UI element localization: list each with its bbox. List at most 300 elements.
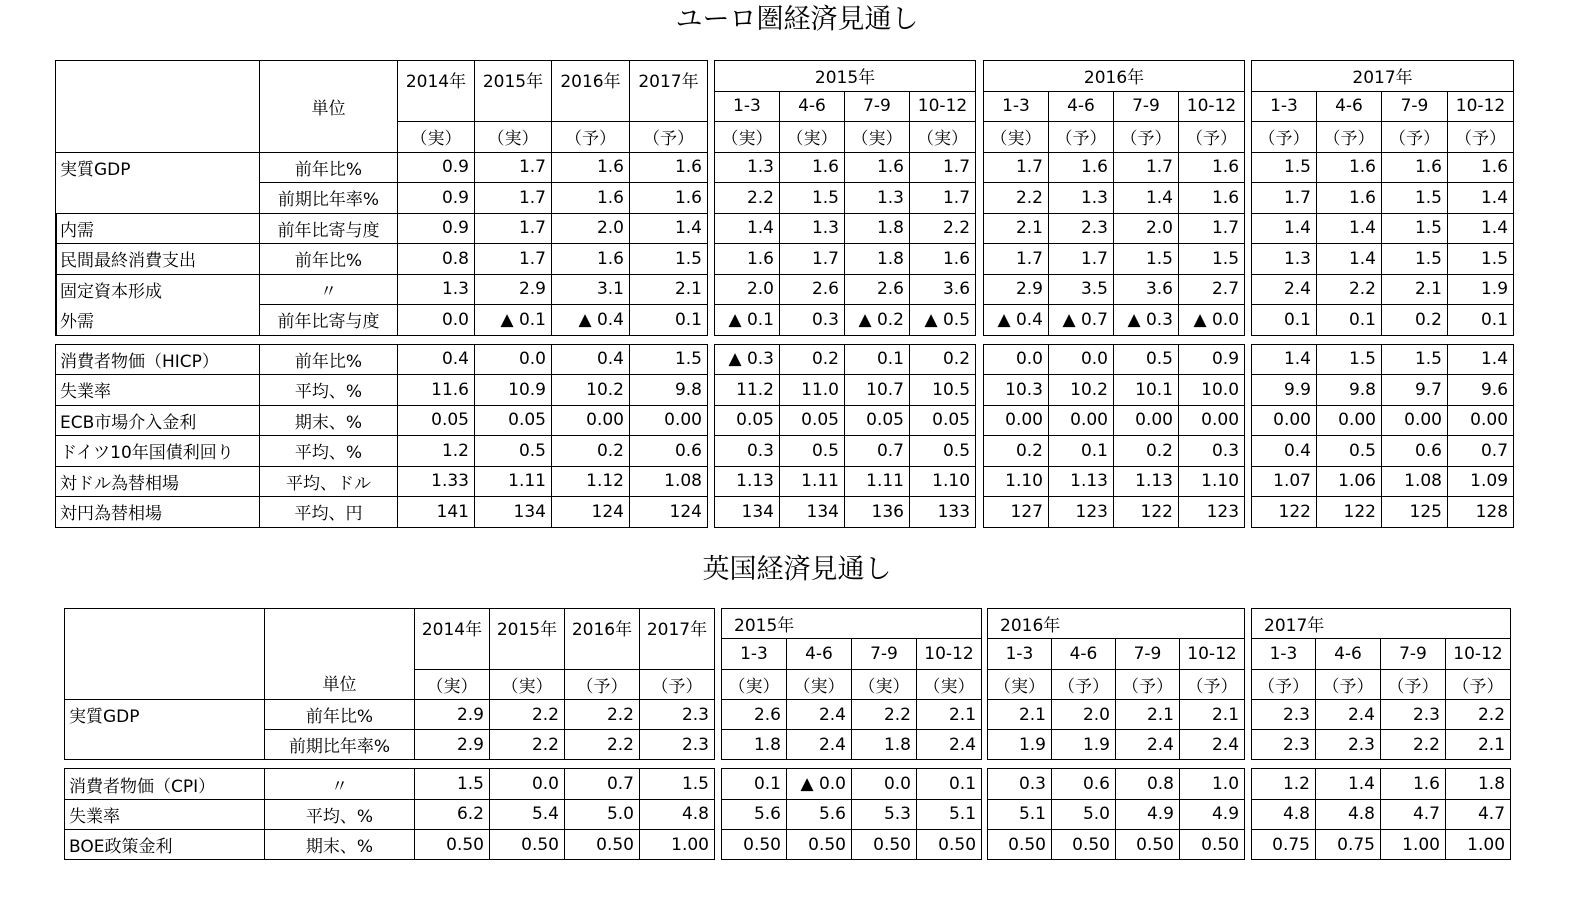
quarter-value: 2.3 (1252, 730, 1316, 760)
quarter-value: ▲ 0.0 (787, 769, 852, 799)
quarter-value: 0.2 (1382, 305, 1448, 336)
quarter-value: 2.1 (984, 213, 1049, 244)
quarter-value: 1.5 (1317, 344, 1382, 375)
quarter-value: 2.0 (1114, 213, 1179, 244)
quarter-value: 0.00 (1252, 405, 1317, 436)
data-row (984, 375, 1245, 406)
data-row (984, 466, 1245, 497)
euro-title: ユーロ圏経済見通し (675, 4, 919, 35)
annual-value: 1.11 (475, 466, 552, 497)
quarter-value: 1.6 (1382, 152, 1448, 183)
quarter-value: 1.2 (1252, 769, 1316, 799)
quarter-status: （予） (1446, 669, 1511, 699)
data-row (1252, 466, 1514, 497)
annual-value: 0.0 (398, 305, 475, 336)
row-label: 民間最終消費支出 (56, 244, 260, 275)
header-row-year (1252, 61, 1514, 92)
quarter-value: 4.8 (1316, 799, 1381, 829)
gap-cell (1252, 760, 1511, 769)
quarter-value: 0.50 (787, 830, 852, 860)
quarter-status: （実） (722, 669, 787, 699)
data-row (1252, 274, 1514, 305)
annual-value: 0.0 (475, 344, 552, 375)
quarter-value: 1.7 (984, 244, 1049, 275)
quarter-value: 2.3 (1316, 730, 1381, 760)
quarter-header: 10-12 (910, 91, 976, 122)
quarter-value: 3.5 (1049, 274, 1114, 305)
annual-value: 0.50 (490, 830, 565, 860)
quarter-header: 4-6 (1316, 639, 1381, 669)
quarter-value: 133 (910, 497, 976, 528)
quarter-status: （予） (1179, 122, 1245, 153)
data-row (984, 405, 1245, 436)
quarter-value: 3.6 (1114, 274, 1179, 305)
quarter-value: 1.10 (1179, 466, 1245, 497)
annual-value: 2.3 (640, 699, 715, 729)
quarter-value: 1.00 (1446, 830, 1511, 860)
quarter-value: 1.7 (1114, 152, 1179, 183)
annual-value: 0.05 (398, 405, 475, 436)
quarter-value: 122 (1317, 497, 1382, 528)
quarter-status: （予） (1448, 122, 1514, 153)
data-row (988, 699, 1245, 729)
quarter-value: 1.3 (1049, 183, 1114, 214)
annual-status-header: （実） (490, 669, 565, 699)
quarter-value: 1.4 (1252, 344, 1317, 375)
data-row (984, 305, 1245, 336)
quarter-value: 10.5 (910, 375, 976, 406)
data-row (1252, 344, 1514, 375)
data-row (988, 830, 1245, 860)
quarter-value: 1.6 (1179, 183, 1245, 214)
quarter-value: 1.09 (1448, 466, 1514, 497)
header-row-status (1252, 122, 1514, 153)
annual-status-header: （予） (640, 669, 715, 699)
quarter-status: （予） (1252, 669, 1316, 699)
annual-value: ▲ 0.1 (475, 305, 552, 336)
header-row-quarters (984, 91, 1245, 122)
quarter-value: 5.3 (852, 799, 917, 829)
row-unit: 〃 (260, 274, 398, 305)
quarter-value: 1.7 (910, 152, 976, 183)
quarter-value: 1.7 (1049, 244, 1114, 275)
data-row (1252, 375, 1514, 406)
annual-value: 1.7 (475, 152, 552, 183)
header-row-years (65, 609, 715, 639)
row-label: 内需 (56, 213, 260, 244)
data-row (984, 213, 1245, 244)
row-unit: 前年比% (260, 152, 398, 183)
quarter-value: 1.00 (1381, 830, 1446, 860)
gap-cell (65, 760, 715, 769)
quarter-value: 10.2 (1049, 375, 1114, 406)
quarter-value: 1.7 (910, 183, 976, 214)
data-row (1252, 730, 1511, 760)
quarter-value: 0.05 (910, 405, 976, 436)
quarter-value: ▲ 0.1 (715, 305, 780, 336)
data-row (56, 305, 708, 336)
uk-title: 英国経済見通し (702, 554, 892, 585)
quarter-status: （実） (984, 122, 1049, 153)
data-row (1252, 405, 1514, 436)
quarter-value: 4.9 (1116, 799, 1180, 829)
row-unit: 〃 (265, 769, 415, 799)
header-row-quarters (1252, 91, 1514, 122)
data-row (715, 405, 976, 436)
row-label: 消費者物価（CPI） (65, 769, 265, 799)
annual-year-header: 2017年 (640, 609, 715, 670)
quarter-value: 2.2 (852, 699, 917, 729)
quarter-value: 0.7 (845, 436, 910, 467)
data-row (56, 466, 708, 497)
quarter-value: 1.11 (845, 466, 910, 497)
quarter-value: ▲ 0.3 (1114, 305, 1179, 336)
quarter-value: 2.3 (1252, 699, 1316, 729)
quarter-value: 0.1 (845, 344, 910, 375)
row-unit: 前年比% (265, 699, 415, 729)
annual-year-header: 2014年 (415, 609, 490, 670)
quarter-value: 1.7 (1179, 213, 1245, 244)
quarter-value: 0.50 (1180, 830, 1245, 860)
quarter-status: （予） (1114, 122, 1179, 153)
row-label: 対円為替相場 (56, 497, 260, 528)
quarter-value: 1.6 (1317, 183, 1382, 214)
quarter-value: 0.1 (1049, 436, 1114, 467)
euro-2016-quarterly-table (983, 60, 1245, 528)
data-row (56, 375, 708, 406)
quarter-value: 0.1 (1317, 305, 1382, 336)
quarter-value: 2.2 (1446, 699, 1511, 729)
data-row (1252, 183, 1514, 214)
data-row (56, 213, 708, 244)
header-row-years (56, 61, 708, 92)
section-gap (56, 335, 708, 344)
quarter-value: 134 (780, 497, 845, 528)
quarter-value: 0.0 (1049, 344, 1114, 375)
quarter-header: 4-6 (780, 91, 845, 122)
quarter-header: 1-3 (1252, 91, 1317, 122)
data-row (65, 799, 715, 829)
uk-2017-quarterly-table (1251, 608, 1511, 860)
annual-value: 0.9 (398, 152, 475, 183)
quarter-value: 0.50 (722, 830, 787, 860)
data-row (1252, 830, 1511, 860)
annual-value: 2.3 (640, 730, 715, 760)
quarter-value: 1.4 (1448, 213, 1514, 244)
annual-year-header: 2014年 (398, 61, 475, 122)
annual-value: 2.1 (630, 274, 708, 305)
quarter-value: 0.00 (1448, 405, 1514, 436)
header-row-status (988, 669, 1245, 699)
quarter-value: 0.1 (917, 769, 982, 799)
quarter-value: 1.9 (1052, 730, 1116, 760)
quarter-value: 0.1 (1448, 305, 1514, 336)
quarter-header: 10-12 (1180, 639, 1245, 669)
quarter-header: 1-3 (988, 639, 1052, 669)
annual-value: 2.0 (552, 213, 630, 244)
data-row (715, 497, 976, 528)
quarter-group-year: 2017年 (1252, 609, 1511, 639)
annual-value: 2.9 (415, 699, 490, 729)
gap-cell (715, 335, 976, 344)
quarter-value: 2.9 (984, 274, 1049, 305)
annual-value: 1.2 (398, 436, 475, 467)
quarter-value: 1.10 (984, 466, 1049, 497)
data-row (984, 344, 1245, 375)
data-row (988, 769, 1245, 799)
quarter-value: 0.05 (715, 405, 780, 436)
header-row-status (1252, 669, 1511, 699)
quarter-value: 0.50 (988, 830, 1052, 860)
quarter-value: 0.00 (1179, 405, 1245, 436)
quarter-value: 1.5 (1382, 213, 1448, 244)
quarter-status: （実） (917, 669, 982, 699)
quarter-value: 1.6 (1049, 152, 1114, 183)
data-row (984, 274, 1245, 305)
header-row-quarters (1252, 639, 1511, 669)
annual-year-header: 2017年 (630, 61, 708, 122)
quarter-group-year: 2017年 (1252, 61, 1514, 92)
quarter-header: 1-3 (715, 91, 780, 122)
euro-2015-quarterly-table (714, 60, 976, 528)
quarter-value: 10.0 (1179, 375, 1245, 406)
data-row (1252, 152, 1514, 183)
quarter-value: 2.4 (1116, 730, 1180, 760)
quarter-value: ▲ 0.4 (984, 305, 1049, 336)
quarter-value: 0.6 (1052, 769, 1116, 799)
quarter-status: （実） (715, 122, 780, 153)
annual-value: 0.50 (565, 830, 640, 860)
annual-value: 11.6 (398, 375, 475, 406)
quarter-status: （実） (780, 122, 845, 153)
annual-value: 1.6 (552, 244, 630, 275)
row-unit: 平均、% (260, 436, 398, 467)
quarter-value: 2.6 (780, 274, 845, 305)
uk-2015-quarterly-table (721, 608, 982, 860)
data-row (715, 244, 976, 275)
quarter-value: 2.4 (1252, 274, 1317, 305)
quarter-value: 1.13 (715, 466, 780, 497)
quarter-value: 1.0 (1180, 769, 1245, 799)
quarter-value: 0.7 (1448, 436, 1514, 467)
quarter-value: 0.75 (1252, 830, 1316, 860)
quarter-status: （実） (988, 669, 1052, 699)
annual-value: 6.2 (415, 799, 490, 829)
data-row (984, 183, 1245, 214)
quarter-value: 9.6 (1448, 375, 1514, 406)
quarter-header: 4-6 (1052, 639, 1116, 669)
annual-value: 0.0 (490, 769, 565, 799)
row-unit: 前年比% (260, 244, 398, 275)
data-row (56, 344, 708, 375)
data-row (722, 699, 982, 729)
data-row (715, 152, 976, 183)
data-row (722, 799, 982, 829)
quarter-header: 4-6 (1317, 91, 1382, 122)
row-label: 失業率 (65, 799, 265, 829)
annual-value: 2.2 (490, 699, 565, 729)
quarter-value: 0.50 (917, 830, 982, 860)
annual-value: 0.1 (630, 305, 708, 336)
row-unit: 平均、円 (260, 497, 398, 528)
quarter-value: 2.2 (715, 183, 780, 214)
uk-2016-quarterly-table (987, 608, 1245, 860)
row-unit: 前年比% (260, 344, 398, 375)
annual-value: 10.9 (475, 375, 552, 406)
quarter-group-year: 2016年 (988, 609, 1245, 639)
annual-status-header: （予） (630, 122, 708, 153)
section-gap (1252, 335, 1514, 344)
row-label: ECB市場介入金利 (56, 405, 260, 436)
quarter-value: 1.5 (1179, 244, 1245, 275)
quarter-value: 1.6 (1381, 769, 1446, 799)
quarter-value: 1.4 (1448, 183, 1514, 214)
euro-annual-table (55, 60, 708, 528)
quarter-value: 122 (1114, 497, 1179, 528)
quarter-value: 1.5 (1382, 244, 1448, 275)
data-row (56, 436, 708, 467)
quarter-value: 122 (1252, 497, 1317, 528)
quarter-header: 10-12 (1446, 639, 1511, 669)
quarter-value: 0.2 (910, 344, 976, 375)
annual-year-header: 2015年 (475, 61, 552, 122)
quarter-value: 2.4 (787, 730, 852, 760)
annual-year-header: 2015年 (490, 609, 565, 670)
quarter-value: 1.5 (780, 183, 845, 214)
row-label: 対ドル為替相場 (56, 466, 260, 497)
quarter-header: 7-9 (845, 91, 910, 122)
quarter-value: 1.5 (1382, 183, 1448, 214)
data-row (1252, 699, 1511, 729)
quarter-status: （予） (1116, 669, 1180, 699)
gap-cell (984, 335, 1245, 344)
annual-value: ▲ 0.4 (552, 305, 630, 336)
quarter-value: 0.75 (1316, 830, 1381, 860)
section-gap (65, 760, 715, 769)
quarter-value: 1.8 (852, 730, 917, 760)
quarter-status: （実） (787, 669, 852, 699)
annual-value: 1.5 (630, 244, 708, 275)
header-row-year (988, 609, 1245, 639)
quarter-value: 10.7 (845, 375, 910, 406)
row-unit: 前期比年率% (260, 183, 398, 214)
unit-header: 単位 (260, 61, 398, 153)
quarter-header: 10-12 (917, 639, 982, 669)
quarter-value: 2.4 (787, 699, 852, 729)
quarter-value: 2.4 (1180, 730, 1245, 760)
gap-cell (722, 760, 982, 769)
quarter-value: 1.07 (1252, 466, 1317, 497)
quarter-value: 2.1 (1382, 274, 1448, 305)
data-row (1252, 497, 1514, 528)
header-row-quarters (988, 639, 1245, 669)
data-row (1252, 305, 1514, 336)
quarter-value: 1.6 (845, 152, 910, 183)
data-row (715, 344, 976, 375)
euro-2017-quarterly-table (1251, 60, 1514, 528)
header-row-year (715, 61, 976, 92)
quarter-value: 2.1 (917, 699, 982, 729)
quarter-value: 1.9 (988, 730, 1052, 760)
quarter-value: 1.6 (1317, 152, 1382, 183)
quarter-value: 2.0 (715, 274, 780, 305)
data-row (56, 244, 708, 275)
annual-value: 0.6 (630, 436, 708, 467)
header-row-quarters (722, 639, 982, 669)
annual-value: 1.5 (630, 344, 708, 375)
annual-value: 2.2 (565, 699, 640, 729)
quarter-value: 0.5 (1114, 344, 1179, 375)
quarter-value: ▲ 0.2 (845, 305, 910, 336)
quarter-group-year: 2016年 (984, 61, 1245, 92)
quarter-header: 4-6 (787, 639, 852, 669)
row-unit: 期末、% (260, 405, 398, 436)
quarter-value: 0.6 (1382, 436, 1448, 467)
data-row (715, 466, 976, 497)
quarter-status: （予） (1049, 122, 1114, 153)
quarter-value: 0.3 (715, 436, 780, 467)
data-row (715, 436, 976, 467)
quarter-value: 1.6 (715, 244, 780, 275)
annual-value: 4.8 (640, 799, 715, 829)
annual-value: 1.00 (640, 830, 715, 860)
row-label: 実質GDP (65, 699, 265, 729)
row-label: BOE政策金利 (65, 830, 265, 860)
quarter-value: 4.7 (1381, 799, 1446, 829)
section-gap (984, 335, 1245, 344)
annual-status-header: （実） (398, 122, 475, 153)
quarter-value: 1.13 (1049, 466, 1114, 497)
quarter-value: 123 (1179, 497, 1245, 528)
quarter-value: 0.5 (910, 436, 976, 467)
annual-value: 0.00 (552, 405, 630, 436)
quarter-header: 10-12 (1179, 91, 1245, 122)
data-row (984, 497, 1245, 528)
quarter-value: 1.7 (780, 244, 845, 275)
annual-value: 1.5 (415, 769, 490, 799)
annual-value: 10.2 (552, 375, 630, 406)
quarter-value: 2.7 (1179, 274, 1245, 305)
data-row (722, 769, 982, 799)
quarter-value: 2.1 (1116, 699, 1180, 729)
quarter-value: 1.3 (1252, 244, 1317, 275)
data-row (1252, 244, 1514, 275)
quarter-value: 1.4 (1252, 213, 1317, 244)
header-row-quarters (715, 91, 976, 122)
annual-value: 1.6 (552, 152, 630, 183)
quarter-value: 3.6 (910, 274, 976, 305)
quarter-value: 5.6 (787, 799, 852, 829)
row-label: 固定資本形成 (56, 274, 260, 305)
quarter-value: 125 (1382, 497, 1448, 528)
quarter-value: 128 (1448, 497, 1514, 528)
quarter-header: 7-9 (1116, 639, 1180, 669)
quarter-value: 2.6 (722, 699, 787, 729)
quarter-header: 7-9 (1114, 91, 1179, 122)
annual-value: 2.2 (490, 730, 565, 760)
annual-value: 0.2 (552, 436, 630, 467)
quarter-value: 1.4 (715, 213, 780, 244)
annual-value: 2.9 (415, 730, 490, 760)
row-unit: 期末、% (265, 830, 415, 860)
annual-value: 2.9 (475, 274, 552, 305)
annual-value: 2.2 (565, 730, 640, 760)
quarter-value: 2.1 (1180, 699, 1245, 729)
quarter-value: 1.7 (984, 152, 1049, 183)
quarter-value: 1.6 (1179, 152, 1245, 183)
quarter-value: 1.5 (1252, 152, 1317, 183)
quarter-value: 0.2 (984, 436, 1049, 467)
